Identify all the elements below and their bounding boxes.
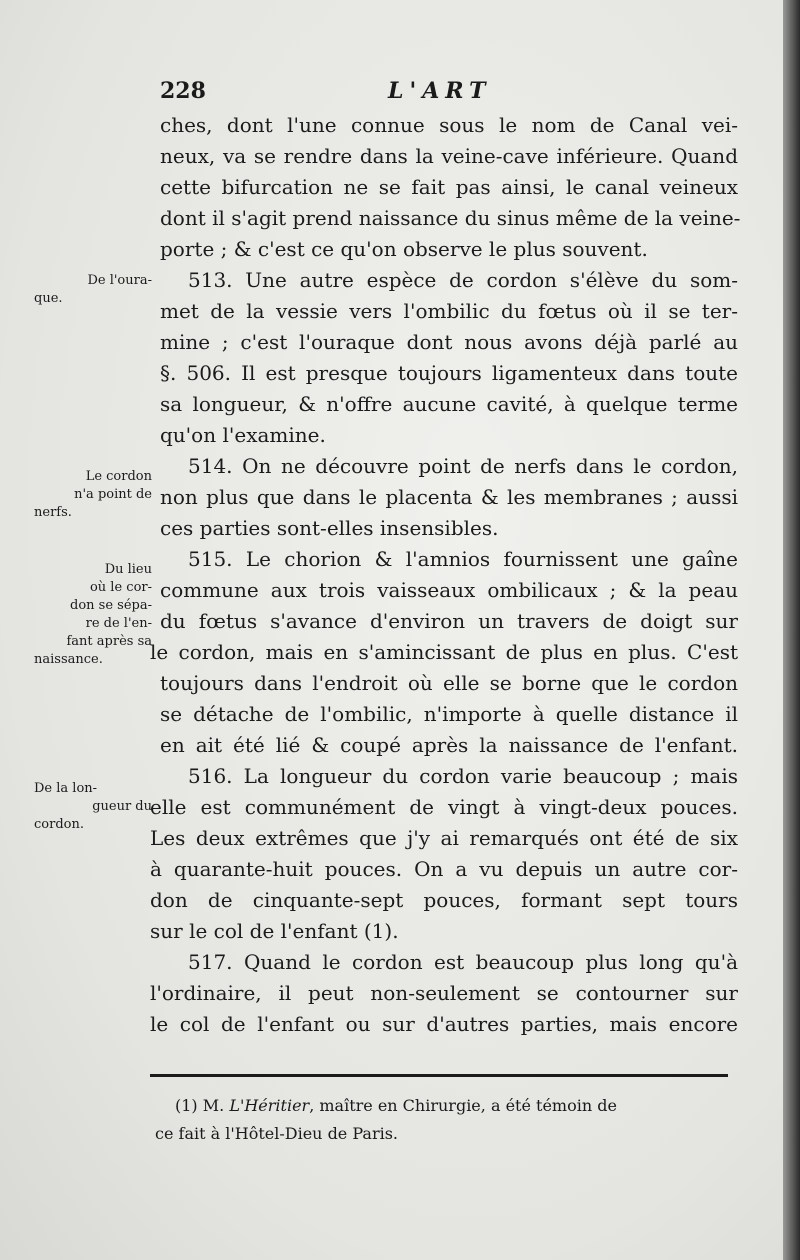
text-line: à quarante-huit pouces. On a vu depuis un autre cor- (150, 857, 738, 881)
footnote-line (155, 1092, 735, 1120)
text-line: ches, dont l'une connue sous le nom de Canal vei- (160, 113, 738, 137)
text-line: toujours dans l'endroit où elle se borne que le cordon (160, 671, 738, 695)
text-line: elle est communément de vingt à vingt-deux pouces. (150, 795, 738, 819)
text-line: met de la vessie vers l'ombilic du fœtus où il se ter- (160, 299, 738, 323)
text-line: Les deux extrêmes que j'y ai remarqués ont été de six (150, 826, 738, 850)
text-line: commune aux trois vaisseaux ombilicaux ; & la peau (160, 578, 738, 602)
text-line: porte ; & c'est ce qu'on observe le plus souvent. (160, 237, 648, 261)
text-line: neux, va se rendre dans la veine-cave inférieure. Quand (160, 144, 738, 168)
text-line: se détache de l'ombilic, n'importe à quelle distance il (160, 702, 738, 726)
margin-note-line: re de l'en- (85, 616, 152, 631)
margin-note-line: don se sépa- (70, 598, 152, 613)
text-line: en ait été lié & coupé après la naissance de l'enfant. (160, 733, 738, 757)
footnote-prefix: (1) M. (175, 1096, 225, 1115)
text-line: don de cinquante-sept pouces, formant sept tours (150, 888, 738, 912)
margin-note-line: Du lieu (104, 562, 152, 577)
margin-note-nerfs (34, 468, 152, 522)
margin-note-lieu (34, 561, 152, 669)
text-line: 514. On ne découvre point de nerfs dans le cordon, (188, 454, 738, 478)
margin-note-line: n'a point de (74, 487, 152, 502)
text-line: le cordon, mais en s'amincissant de plus en plus. C'est (150, 640, 738, 664)
text-line: mine ; c'est l'ouraque dont nous avons déjà parlé au (160, 330, 738, 354)
text-line: non plus que dans le placenta & les membranes ; aussi (160, 485, 738, 509)
margin-note-line: où le cor- (89, 580, 152, 595)
margin-note-line: naissance. (34, 652, 103, 667)
text-line: sa longueur, & n'offre aucune cavité, à quelque terme (160, 392, 738, 416)
text-line: 516. La longueur du cordon varie beaucoup ; mais (188, 764, 738, 788)
margin-note-line: cordon. (34, 817, 84, 832)
footnote-name: L'Héritier (229, 1096, 310, 1115)
page-header (0, 78, 783, 108)
running-title: L'ART (388, 78, 492, 104)
page-number: 228 (160, 78, 206, 104)
text-line: 513. Une autre espèce de cordon s'élève du som- (188, 268, 738, 292)
text-line: dont il s'agit prend naissance du sinus même de la veine- (160, 206, 741, 230)
text-line: 517. Quand le cordon est beaucoup plus long qu'à (188, 950, 738, 974)
footnote-rule (150, 1074, 728, 1077)
margin-note-line: que. (34, 291, 63, 306)
book-spine-shadow (783, 0, 800, 1260)
footnote-line: ce fait à l'Hôtel-Dieu de Paris. (155, 1124, 399, 1143)
margin-note-line: De l'oura- (87, 273, 152, 288)
footnote-text: , maître en Chirurgie, a été témoin de (309, 1096, 617, 1115)
text-line: du fœtus s'avance d'environ un travers de doigt sur (160, 609, 738, 633)
margin-note-line: Le cordon (85, 469, 152, 484)
margin-note-line: nerfs. (34, 505, 72, 520)
text-line: ces parties sont-elles insensibles. (160, 516, 499, 540)
text-line: cette bifurcation ne se fait pas ainsi, le canal veineux (160, 175, 738, 199)
text-line: 515. Le chorion & l'amnios fournissent une gaîne (188, 547, 738, 571)
text-line: sur le col de l'enfant (1). (150, 919, 399, 943)
margin-note-line: De la lon- (34, 781, 98, 796)
text-line: le col de l'enfant ou sur d'autres parties, mais encore (150, 1012, 738, 1036)
text-line: §. 506. Il est presque toujours ligamenteux dans toute (160, 361, 738, 385)
footnote (155, 1092, 735, 1148)
margin-note-longueur (34, 780, 152, 834)
margin-note-line: gueur du (92, 799, 152, 814)
body-text (150, 110, 741, 1040)
margin-note-ouraque (34, 272, 152, 308)
margin-note-line: fant après sa (66, 634, 152, 649)
text-line: l'ordinaire, il peut non-seulement se contourner sur (150, 981, 738, 1005)
text-line: qu'on l'examine. (160, 423, 326, 447)
